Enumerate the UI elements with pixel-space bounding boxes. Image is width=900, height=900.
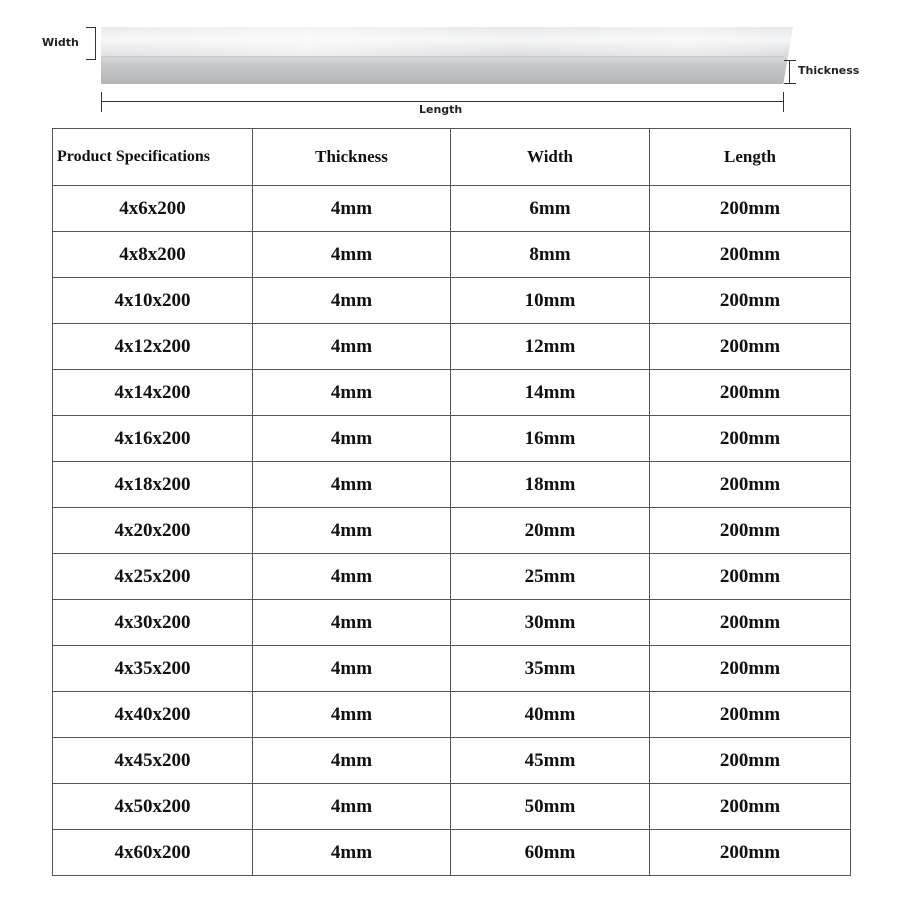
table-row (53, 324, 851, 370)
cell-product-spec: 4x8x200 (53, 232, 253, 278)
table-row (53, 232, 851, 278)
cell-product-spec: 4x35x200 (53, 646, 253, 692)
table-row (53, 416, 851, 462)
cell-width: 14mm (451, 370, 650, 416)
cell-product-spec: 4x14x200 (53, 370, 253, 416)
width-dimension-line (95, 27, 96, 60)
cell-width: 50mm (451, 784, 650, 830)
cell-width: 60mm (451, 830, 650, 876)
cell-width: 8mm (451, 232, 650, 278)
cell-length: 200mm (650, 830, 851, 876)
cell-length: 200mm (650, 554, 851, 600)
cell-width: 40mm (451, 692, 650, 738)
length-dimension-tick-left (101, 92, 102, 112)
table-row (53, 186, 851, 232)
cell-length: 200mm (650, 370, 851, 416)
cell-thickness: 4mm (253, 508, 451, 554)
table-row (53, 784, 851, 830)
table-row (53, 554, 851, 600)
specifications-table (52, 128, 851, 876)
cell-product-spec: 4x10x200 (53, 278, 253, 324)
cell-product-spec: 4x45x200 (53, 738, 253, 784)
cell-thickness: 4mm (253, 692, 451, 738)
cell-product-spec: 4x50x200 (53, 784, 253, 830)
cell-width: 6mm (451, 186, 650, 232)
length-dimension-line (101, 101, 783, 102)
cell-thickness: 4mm (253, 784, 451, 830)
cell-thickness: 4mm (253, 278, 451, 324)
table-header-row (53, 129, 851, 186)
table-row (53, 830, 851, 876)
header-width: Width (451, 129, 650, 186)
cell-product-spec: 4x16x200 (53, 416, 253, 462)
width-dimension-tick-top (86, 27, 96, 28)
cell-length: 200mm (650, 738, 851, 784)
cell-length: 200mm (650, 646, 851, 692)
cell-width: 30mm (451, 600, 650, 646)
cell-thickness: 4mm (253, 186, 451, 232)
table-row (53, 508, 851, 554)
cell-thickness: 4mm (253, 232, 451, 278)
length-dimension-tick-right (783, 92, 784, 112)
cell-product-spec: 4x18x200 (53, 462, 253, 508)
thickness-label: Thickness (798, 64, 860, 77)
thickness-dimension-tick-top (784, 60, 796, 61)
cell-width: 12mm (451, 324, 650, 370)
cell-thickness: 4mm (253, 554, 451, 600)
cell-length: 200mm (650, 600, 851, 646)
cell-thickness: 4mm (253, 830, 451, 876)
steel-bar-highlight (101, 27, 793, 57)
cell-length: 200mm (650, 232, 851, 278)
cell-length: 200mm (650, 416, 851, 462)
cell-product-spec: 4x30x200 (53, 600, 253, 646)
table-body (53, 186, 851, 876)
table-row (53, 692, 851, 738)
cell-length: 200mm (650, 324, 851, 370)
header-product-specifications: Product Specifications (53, 129, 253, 186)
cell-product-spec: 4x40x200 (53, 692, 253, 738)
header-thickness: Thickness (253, 129, 451, 186)
cell-product-spec: 4x6x200 (53, 186, 253, 232)
thickness-dimension-tick-bottom (784, 83, 796, 84)
cell-length: 200mm (650, 186, 851, 232)
cell-length: 200mm (650, 278, 851, 324)
cell-thickness: 4mm (253, 416, 451, 462)
cell-thickness: 4mm (253, 738, 451, 784)
cell-width: 45mm (451, 738, 650, 784)
cell-thickness: 4mm (253, 370, 451, 416)
width-label: Width (42, 36, 79, 49)
cell-width: 35mm (451, 646, 650, 692)
steel-bar-edge (101, 56, 784, 57)
cell-length: 200mm (650, 784, 851, 830)
table-row (53, 278, 851, 324)
cell-width: 16mm (451, 416, 650, 462)
table-row (53, 738, 851, 784)
table-row (53, 462, 851, 508)
cell-length: 200mm (650, 692, 851, 738)
cell-product-spec: 4x25x200 (53, 554, 253, 600)
length-label: Length (419, 103, 463, 116)
thickness-dimension-line (789, 60, 790, 84)
cell-width: 25mm (451, 554, 650, 600)
table-row (53, 600, 851, 646)
width-dimension-tick-bottom (86, 59, 96, 60)
cell-thickness: 4mm (253, 462, 451, 508)
cell-thickness: 4mm (253, 324, 451, 370)
cell-width: 20mm (451, 508, 650, 554)
cell-width: 18mm (451, 462, 650, 508)
header-length: Length (650, 129, 851, 186)
cell-width: 10mm (451, 278, 650, 324)
cell-product-spec: 4x20x200 (53, 508, 253, 554)
bar-diagram (0, 0, 900, 122)
cell-thickness: 4mm (253, 646, 451, 692)
cell-length: 200mm (650, 462, 851, 508)
cell-thickness: 4mm (253, 600, 451, 646)
cell-length: 200mm (650, 508, 851, 554)
table-row (53, 370, 851, 416)
table-row (53, 646, 851, 692)
cell-product-spec: 4x60x200 (53, 830, 253, 876)
cell-product-spec: 4x12x200 (53, 324, 253, 370)
